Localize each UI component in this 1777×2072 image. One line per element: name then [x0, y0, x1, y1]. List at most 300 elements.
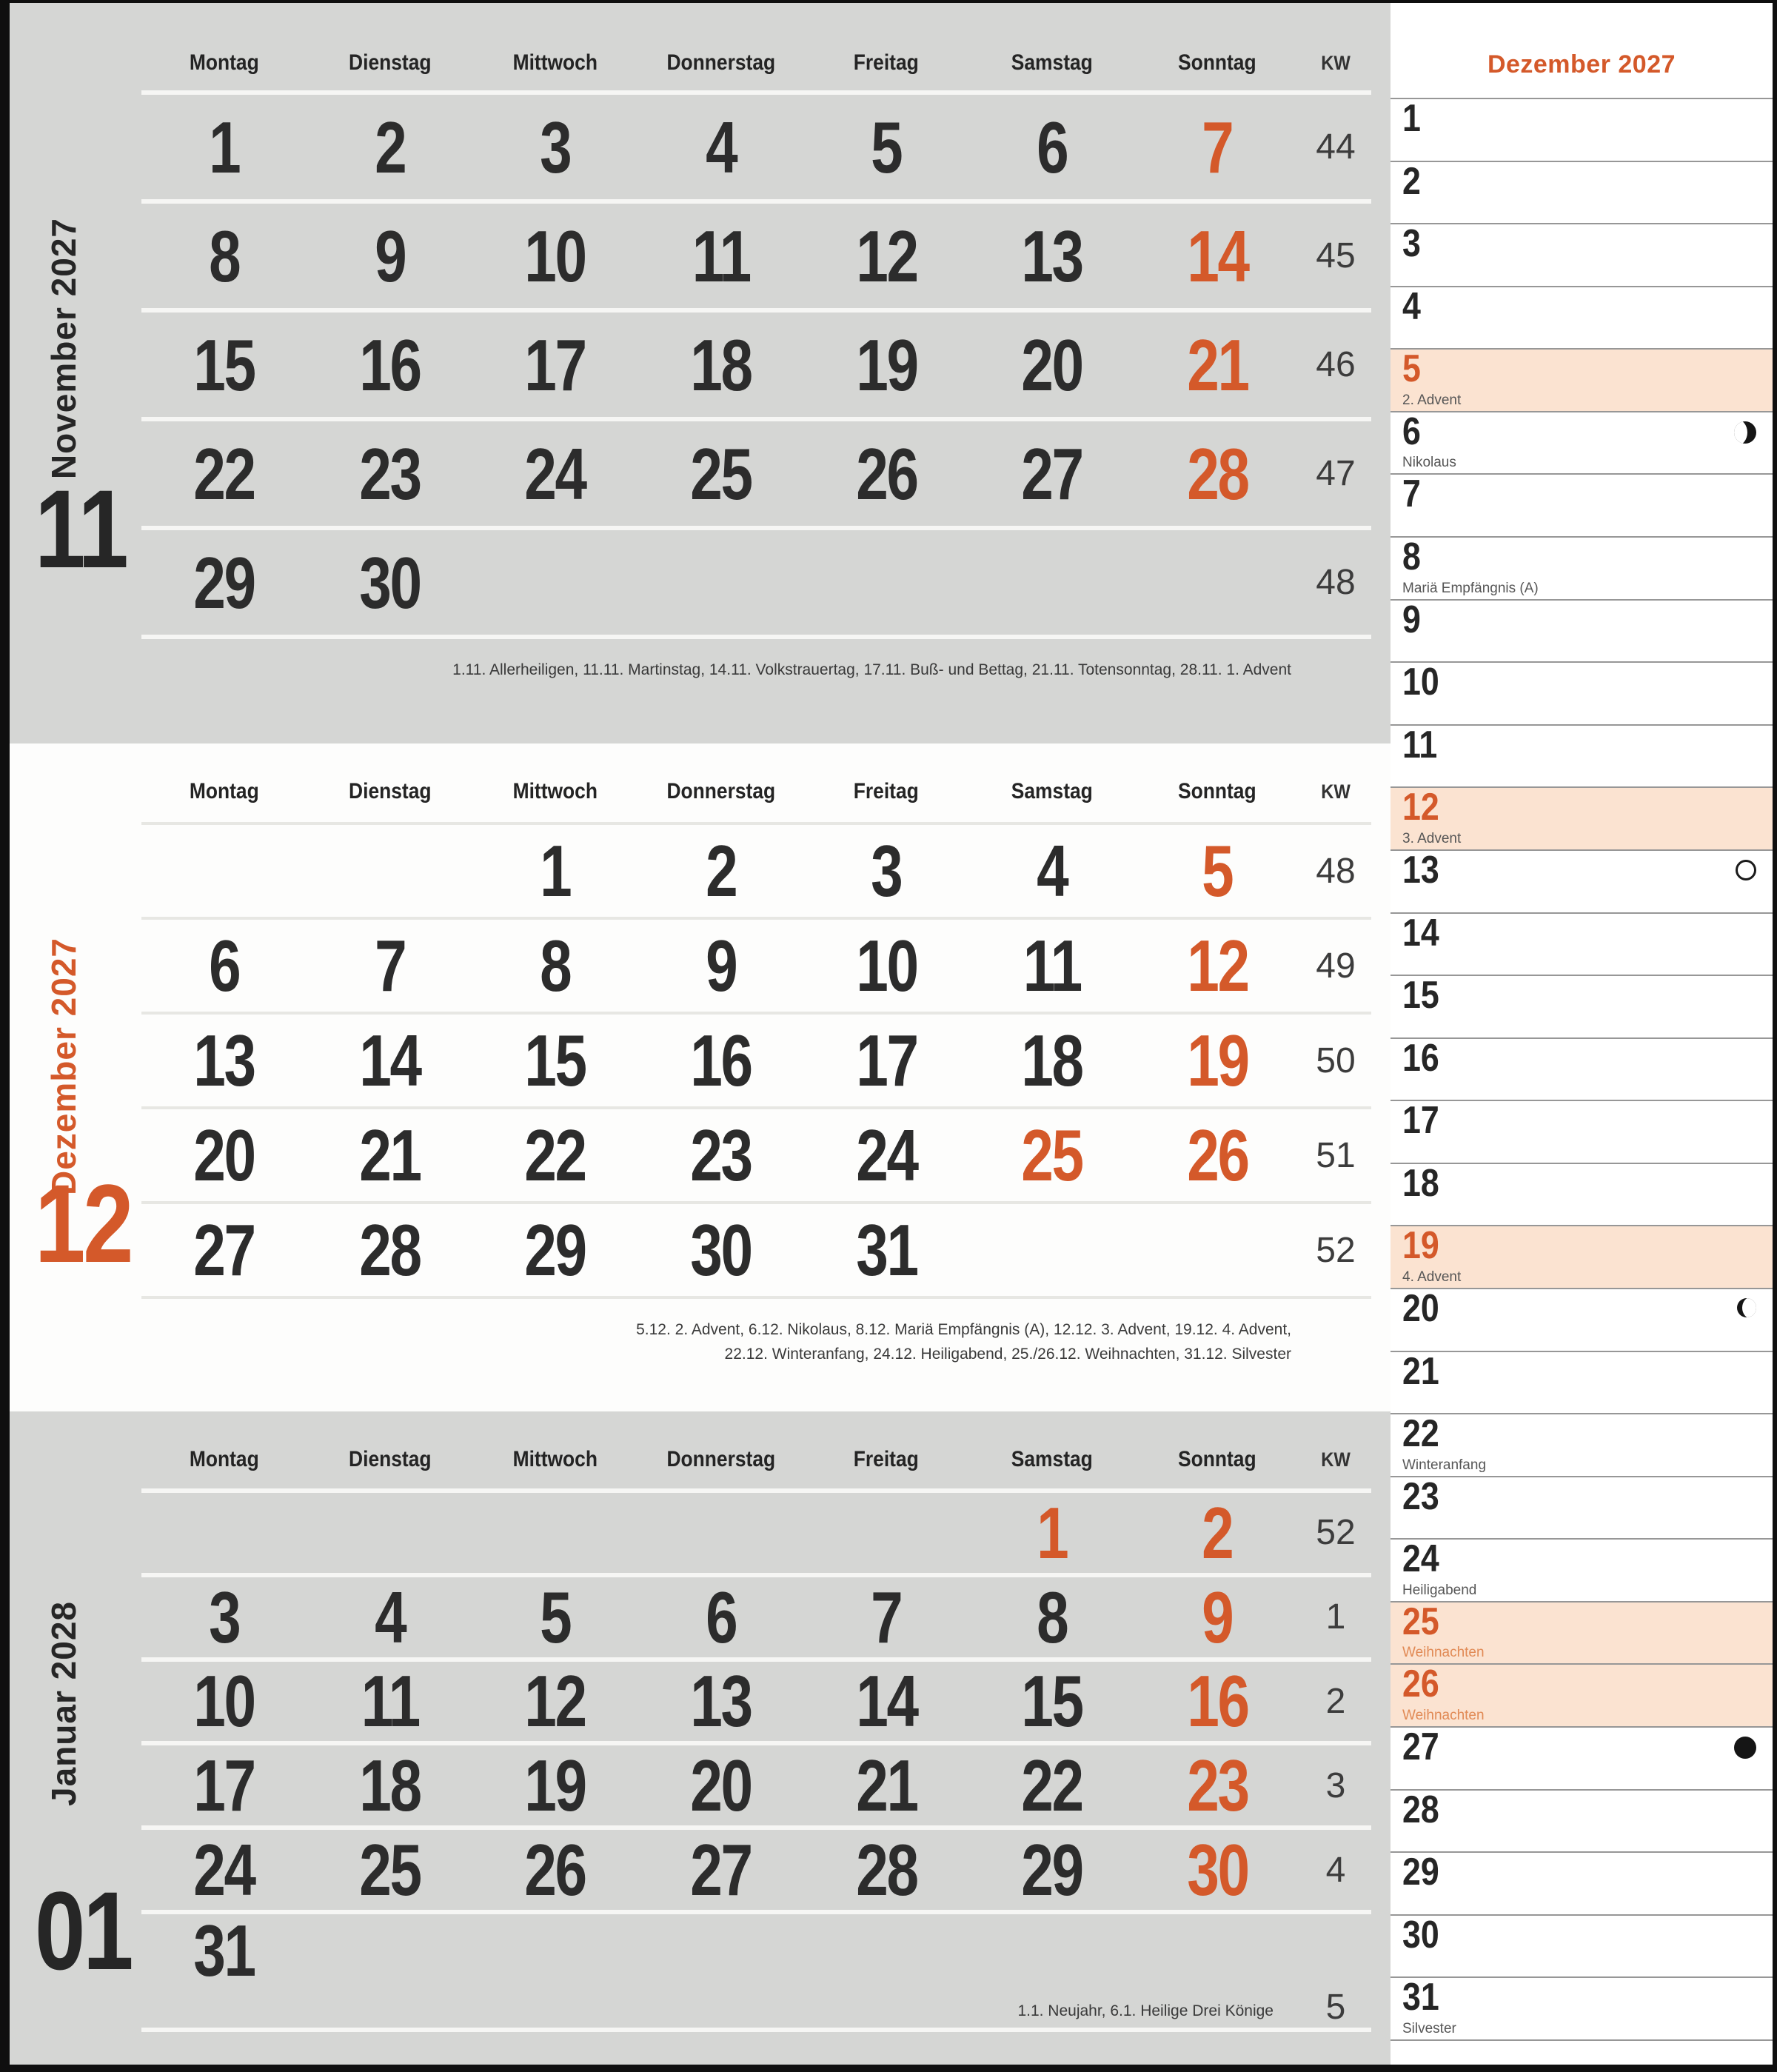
day-number: 30: [359, 541, 421, 624]
day-cell-dezember-20: [141, 1114, 307, 1196]
day-cell-dezember-22: [472, 1114, 638, 1196]
day-cell-dezember-31: [803, 1209, 969, 1291]
day-number: 23: [1186, 1745, 1248, 1827]
day-cell-november-13: [969, 215, 1135, 297]
note-row-dec-4: [1391, 286, 1773, 349]
day-number: 5: [1202, 830, 1233, 912]
kw-number: 47: [1316, 454, 1356, 493]
note-day-label-empty: [1402, 1896, 1762, 1911]
day-cell-dezember-8: [472, 925, 638, 1006]
weekday-header-montag: Montag: [189, 779, 259, 803]
weekday-header-dienstag: Dienstag: [348, 779, 432, 803]
day-number: 19: [524, 1745, 586, 1827]
day-number: 9: [705, 925, 737, 1006]
day-cell-november-18: [638, 324, 804, 406]
day-cell-november-8: [141, 215, 307, 297]
month-panels: [10, 3, 1391, 2065]
day-number: 23: [690, 1114, 752, 1196]
day-cell-dezember-25: [969, 1114, 1135, 1196]
day-cell-november-10: [472, 215, 638, 297]
note-day-number: 9: [1402, 598, 1421, 641]
day-cell-november-28: [1134, 432, 1300, 515]
day-number: 1: [1037, 1491, 1068, 1574]
day-number: 26: [855, 432, 917, 515]
november-week-row-4: [141, 417, 1371, 526]
weekday-header-montag: Montag: [189, 50, 259, 75]
day-cell-dezember-1: [472, 830, 638, 912]
note-day-number: 26: [1402, 1662, 1439, 1706]
day-cell-november-5: [803, 106, 969, 188]
day-number: 18: [1021, 1020, 1082, 1101]
note-day-label-empty: [1402, 706, 1762, 721]
kw-column-header: KW: [1321, 51, 1351, 74]
day-cell-januar-4: [307, 1576, 473, 1658]
day-number: 3: [871, 830, 902, 912]
day-cell-november-17: [472, 324, 638, 406]
day-cell-januar-24: [141, 1829, 307, 1911]
day-number: 31: [855, 1209, 917, 1291]
last-quarter-moon-icon: [1737, 1298, 1756, 1317]
day-cell-november-15: [141, 324, 307, 406]
day-number: 31: [193, 1909, 255, 1991]
note-row-dec-20: [1391, 1288, 1773, 1351]
note-day-label-empty: [1402, 143, 1762, 157]
day-number: 24: [524, 432, 586, 515]
note-row-dec-15: [1391, 975, 1773, 1037]
day-cell-januar-27: [638, 1829, 804, 1911]
note-row-dec-11: [1391, 724, 1773, 787]
day-cell-dezember-21: [307, 1114, 473, 1196]
day-number: 13: [193, 1020, 255, 1101]
day-number: 7: [1202, 106, 1233, 188]
note-day-label: Winteranfang: [1402, 1457, 1487, 1473]
note-row-dec-24: [1391, 1538, 1773, 1601]
note-day-label-empty: [1402, 205, 1762, 219]
day-number: 21: [1186, 324, 1248, 406]
note-day-label-empty: [1402, 1834, 1762, 1848]
day-cell-november-7: [1134, 106, 1300, 188]
note-day-number: 16: [1402, 1036, 1439, 1080]
day-number: 9: [1202, 1576, 1233, 1658]
kw-number: 4: [1325, 1850, 1346, 1890]
day-number: 15: [193, 324, 255, 406]
note-day-number: 8: [1402, 535, 1421, 579]
note-day-label-empty: [1402, 769, 1762, 783]
dezember-week-row-5: [141, 1201, 1371, 1296]
januar-week-row-4: [141, 1741, 1371, 1825]
day-cell-dezember-17: [803, 1020, 969, 1101]
november-week-row-2: [141, 199, 1371, 308]
day-cell-dezember-9: [638, 925, 804, 1006]
day-number: 10: [855, 925, 917, 1006]
note-day-label-empty: [1402, 1145, 1762, 1159]
weekday-header-mittwoch: Mittwoch: [512, 50, 598, 75]
day-number: 5: [871, 106, 902, 188]
day-cell-november-11: [638, 215, 804, 297]
kw-number: 2: [1325, 1681, 1346, 1721]
note-day-label: Nikolaus: [1402, 455, 1456, 471]
day-cell-januar-7: [803, 1576, 969, 1658]
day-number: 14: [1186, 215, 1248, 297]
day-cell-november-24: [472, 432, 638, 515]
day-number: 27: [1021, 432, 1082, 515]
januar-rotated-title: Januar 2028: [44, 1600, 83, 1806]
day-number: 25: [359, 1829, 421, 1911]
day-cell-november-12: [803, 215, 969, 297]
day-number: 23: [359, 432, 421, 515]
note-day-number: 5: [1402, 347, 1421, 391]
day-cell-dezember-2: [638, 830, 804, 912]
note-day-label: Mariä Empfängnis (A): [1402, 580, 1539, 596]
day-cell-januar-20: [638, 1745, 804, 1827]
weekday-header-mittwoch: Mittwoch: [512, 779, 598, 803]
note-row-dec-12: [1391, 786, 1773, 849]
note-row-dec-30: [1391, 1914, 1773, 1977]
november-side-labels: [32, 3, 141, 743]
day-number: 9: [374, 215, 405, 297]
weekday-header-dienstag: Dienstag: [348, 50, 432, 75]
day-number: 11: [1023, 925, 1081, 1006]
note-row-dec-19: [1391, 1225, 1773, 1288]
note-day-number: 3: [1402, 222, 1421, 266]
note-day-label-empty: [1402, 1395, 1762, 1409]
day-cell-dezember-5: [1134, 830, 1300, 912]
note-row-dec-7: [1391, 473, 1773, 536]
day-cell-dezember-13: [141, 1020, 307, 1101]
weekday-header-donnerstag: Donnerstag: [666, 50, 775, 75]
day-number: 7: [374, 925, 405, 1006]
note-day-label-empty: [1402, 895, 1762, 909]
day-cell-november-16: [307, 324, 473, 406]
day-cell-dezember-26: [1134, 1114, 1300, 1196]
note-row-dec-29: [1391, 1851, 1773, 1914]
note-row-dec-14: [1391, 912, 1773, 975]
dezember-grid-area: [141, 743, 1391, 1411]
november-week-row-3: [141, 308, 1371, 417]
note-row-dec-31: [1391, 1976, 1773, 2041]
dezember-week-row-1: [141, 822, 1371, 917]
day-number: 10: [524, 215, 586, 297]
weekday-header-montag: Montag: [189, 1447, 259, 1471]
kw-column-header: KW: [1321, 780, 1351, 803]
dezember-week-row-3: [141, 1012, 1371, 1106]
day-cell-januar-18: [307, 1745, 473, 1827]
day-number: 17: [855, 1020, 917, 1101]
weekday-header-donnerstag: Donnerstag: [666, 779, 775, 803]
day-cell-januar-16: [1134, 1660, 1300, 1742]
day-cell-november-20: [969, 324, 1135, 406]
note-day-label-empty: [1402, 957, 1762, 971]
januar-week-row-5: [141, 1825, 1371, 1910]
note-day-label-empty: [1402, 1520, 1762, 1534]
note-row-dec-5: [1391, 348, 1773, 411]
kw-number: 51: [1316, 1135, 1356, 1175]
day-number: 22: [193, 432, 255, 515]
day-number: 17: [193, 1745, 255, 1827]
kw-number: 44: [1316, 127, 1356, 167]
day-number: 19: [1186, 1020, 1248, 1101]
day-number: 27: [690, 1829, 752, 1911]
januar-week-row-6: [141, 1910, 1371, 2028]
day-cell-januar-31: [141, 1909, 307, 1991]
day-cell-januar-28: [803, 1829, 969, 1911]
note-row-dec-22: [1391, 1413, 1773, 1476]
weekday-header-freitag: Freitag: [854, 50, 920, 75]
januar-side-labels: [32, 1411, 141, 2065]
note-day-label-empty: [1402, 1082, 1762, 1096]
day-number: 2: [1202, 1491, 1233, 1574]
day-cell-dezember-11: [969, 925, 1135, 1006]
day-number: 22: [1021, 1745, 1082, 1827]
november-rotated-title: November 2027: [44, 218, 83, 480]
note-day-number: 19: [1402, 1224, 1439, 1268]
note-row-dec-23: [1391, 1476, 1773, 1539]
day-number: 28: [855, 1829, 917, 1911]
note-day-label: Weihnachten: [1402, 1708, 1485, 1724]
day-number: 11: [361, 1660, 419, 1742]
day-cell-dezember-4: [969, 830, 1135, 912]
day-number: 20: [690, 1745, 752, 1827]
note-day-number: 15: [1402, 974, 1439, 1017]
note-day-number: 1: [1402, 97, 1421, 140]
day-number: 2: [374, 106, 405, 188]
dezember-date-rows: [141, 822, 1371, 1299]
day-cell-november-19: [803, 324, 969, 406]
day-number: 14: [359, 1020, 421, 1101]
kw-number: 49: [1316, 946, 1356, 986]
day-number: 6: [209, 925, 240, 1006]
note-day-number: 13: [1402, 848, 1439, 892]
note-day-number: 2: [1402, 159, 1421, 203]
note-row-dec-18: [1391, 1163, 1773, 1226]
day-cell-januar-19: [472, 1745, 638, 1827]
dezember-rotated-title: Dezember 2027: [44, 937, 83, 1195]
month-panel-dezember-2027: [10, 743, 1391, 1411]
day-cell-dezember-27: [141, 1209, 307, 1291]
kw-number: 48: [1316, 851, 1356, 891]
kw-number: 5: [1325, 1987, 1346, 2027]
day-cell-januar-10: [141, 1660, 307, 1742]
note-day-number: 30: [1402, 1913, 1439, 1956]
note-day-number: 23: [1402, 1474, 1439, 1518]
note-day-label: 4. Advent: [1402, 1269, 1462, 1285]
note-day-number: 14: [1402, 911, 1439, 955]
day-cell-dezember-18: [969, 1020, 1135, 1101]
november-holidays-footer: [141, 658, 1371, 683]
note-day-number: 29: [1402, 1851, 1439, 1894]
day-number: 14: [855, 1660, 917, 1742]
day-number: 26: [524, 1829, 586, 1911]
day-cell-november-27: [969, 432, 1135, 515]
weekday-header-samstag: Samstag: [1011, 50, 1093, 75]
day-number: 16: [690, 1020, 752, 1101]
day-cell-januar-2: [1134, 1491, 1300, 1574]
day-number: 18: [690, 324, 752, 406]
day-cell-dezember-14: [307, 1020, 473, 1101]
weekday-header-sonntag: Sonntag: [1178, 50, 1257, 75]
november-big-month-number: 11: [35, 467, 127, 591]
day-cell-dezember-29: [472, 1209, 638, 1291]
day-cell-november-6: [969, 106, 1135, 188]
weekday-header-samstag: Samstag: [1011, 779, 1093, 803]
note-day-label: Heiligabend: [1402, 1582, 1477, 1598]
november-weekday-header: [141, 3, 1371, 84]
day-number: 1: [540, 830, 571, 912]
januar-week-row-1: [141, 1488, 1371, 1573]
day-cell-januar-23: [1134, 1745, 1300, 1827]
kw-number: 48: [1316, 563, 1356, 602]
day-number: 7: [871, 1576, 902, 1658]
day-number: 29: [1021, 1829, 1082, 1911]
kw-number: 52: [1316, 1230, 1356, 1270]
kw-number: 1: [1325, 1597, 1346, 1637]
januar-big-month-number: 01: [35, 1868, 132, 1994]
dezember-side-labels: [32, 743, 141, 1411]
note-row-dec-21: [1391, 1351, 1773, 1414]
day-cell-dezember-15: [472, 1020, 638, 1101]
weekday-header-mittwoch: Mittwoch: [512, 1447, 598, 1471]
note-day-number: 21: [1402, 1349, 1439, 1393]
note-row-dec-25: [1391, 1601, 1773, 1664]
day-number: 28: [359, 1209, 421, 1291]
day-number: 24: [855, 1114, 917, 1196]
note-row-dec-2: [1391, 161, 1773, 224]
day-number: 4: [705, 106, 737, 188]
note-day-number: 20: [1402, 1286, 1439, 1330]
notes-column-dezember: [1391, 3, 1773, 2065]
day-cell-november-25: [638, 432, 804, 515]
note-day-number: 24: [1402, 1537, 1439, 1581]
note-day-number: 27: [1402, 1725, 1439, 1769]
weekday-header-samstag: Samstag: [1011, 1447, 1093, 1471]
day-cell-november-26: [803, 432, 969, 515]
day-cell-januar-29: [969, 1829, 1135, 1911]
notes-day-rows: [1391, 98, 1773, 2041]
kw-number: 46: [1316, 345, 1356, 384]
november-date-rows: [141, 90, 1371, 639]
kw-number: 3: [1325, 1765, 1346, 1805]
note-row-dec-13: [1391, 849, 1773, 912]
day-cell-januar-11: [307, 1660, 473, 1742]
dezember-big-month-number: 12: [35, 1160, 132, 1286]
note-row-dec-28: [1391, 1789, 1773, 1852]
day-number: 6: [1037, 106, 1068, 188]
weekday-header-freitag: Freitag: [854, 779, 920, 803]
day-number: 10: [193, 1660, 255, 1742]
day-cell-januar-15: [969, 1660, 1135, 1742]
day-number: 15: [524, 1020, 586, 1101]
day-cell-januar-8: [969, 1576, 1135, 1658]
day-number: 16: [359, 324, 421, 406]
day-cell-november-29: [141, 541, 307, 624]
day-number: 25: [1021, 1114, 1082, 1196]
day-cell-januar-25: [307, 1829, 473, 1911]
weekday-header-sonntag: Sonntag: [1178, 779, 1257, 803]
note-day-number: 17: [1402, 1099, 1439, 1143]
day-cell-dezember-30: [638, 1209, 804, 1291]
day-cell-november-14: [1134, 215, 1300, 297]
note-day-number: 7: [1402, 472, 1421, 516]
dezember-week-row-4: [141, 1106, 1371, 1201]
day-number: 5: [540, 1576, 571, 1658]
day-cell-januar-30: [1134, 1829, 1300, 1911]
note-day-label: Weihnachten: [1402, 1645, 1485, 1661]
calendar-body: [10, 3, 1773, 2065]
day-number: 30: [690, 1209, 752, 1291]
note-row-dec-9: [1391, 599, 1773, 662]
day-number: 17: [524, 324, 586, 406]
day-cell-dezember-19: [1134, 1020, 1300, 1101]
januar-holidays-footer: 1.1. Neujahr, 6.1. Heilige Drei Könige: [1017, 2002, 1274, 2019]
note-day-number: 25: [1402, 1600, 1439, 1643]
note-day-number: 18: [1402, 1161, 1439, 1205]
note-row-dec-17: [1391, 1100, 1773, 1163]
kw-number: 45: [1316, 236, 1356, 275]
day-number: 22: [524, 1114, 586, 1196]
footer-line: 22.12. Winteranfang, 24.12. Heiligabend, 25./26.12. Weihnachten, 31.12. Silvester: [724, 1345, 1291, 1363]
day-number: 29: [524, 1209, 586, 1291]
day-number: 13: [1021, 215, 1082, 297]
note-day-label-empty: [1402, 330, 1762, 344]
day-number: 24: [193, 1829, 255, 1911]
day-cell-dezember-10: [803, 925, 969, 1006]
januar-weekday-header: [141, 1411, 1371, 1481]
note-row-dec-10: [1391, 661, 1773, 724]
footer-line: 5.12. 2. Advent, 6.12. Nikolaus, 8.12. Mariä Empfängnis (A), 12.12. 3. Advent, 19.12. 4. Advent,: [636, 1321, 1291, 1338]
november-week-row-1: [141, 90, 1371, 199]
note-day-label-empty: [1402, 518, 1762, 532]
kw-number: 50: [1316, 1040, 1356, 1080]
full-moon-icon: [1736, 860, 1756, 880]
day-cell-januar-6: [638, 1576, 804, 1658]
dezember-weekday-header: [141, 743, 1371, 813]
note-day-label-empty: [1402, 1207, 1762, 1221]
day-cell-januar-9: [1134, 1576, 1300, 1658]
kw-number: 52: [1316, 1513, 1356, 1553]
notes-column-title: Dezember 2027: [1487, 50, 1676, 78]
november-grid-area: [141, 3, 1391, 743]
day-cell-januar-26: [472, 1829, 638, 1911]
day-number: 26: [1186, 1114, 1248, 1196]
day-cell-dezember-24: [803, 1114, 969, 1196]
day-cell-dezember-28: [307, 1209, 473, 1291]
day-cell-november-23: [307, 432, 473, 515]
day-number: 19: [855, 324, 917, 406]
day-cell-november-2: [307, 106, 473, 188]
note-day-label-empty: [1402, 644, 1762, 658]
day-cell-november-9: [307, 215, 473, 297]
day-number: 20: [193, 1114, 255, 1196]
day-number: 30: [1186, 1829, 1248, 1911]
day-cell-januar-1: [969, 1491, 1135, 1574]
day-number: 12: [855, 215, 917, 297]
day-number: 21: [855, 1745, 917, 1827]
day-number: 1: [209, 106, 240, 188]
day-number: 21: [359, 1114, 421, 1196]
day-number: 11: [692, 215, 750, 297]
day-cell-dezember-12: [1134, 925, 1300, 1006]
day-number: 4: [374, 1576, 405, 1658]
januar-grid-area: [141, 1411, 1391, 2065]
note-row-dec-1: [1391, 98, 1773, 161]
note-row-dec-6: [1391, 411, 1773, 474]
day-number: 4: [1037, 830, 1068, 912]
note-day-number: 31: [1402, 1976, 1439, 2019]
note-day-label-empty: [1402, 268, 1762, 282]
weekday-header-dienstag: Dienstag: [348, 1447, 432, 1471]
weekday-header-freitag: Freitag: [854, 1447, 920, 1471]
day-cell-november-3: [472, 106, 638, 188]
